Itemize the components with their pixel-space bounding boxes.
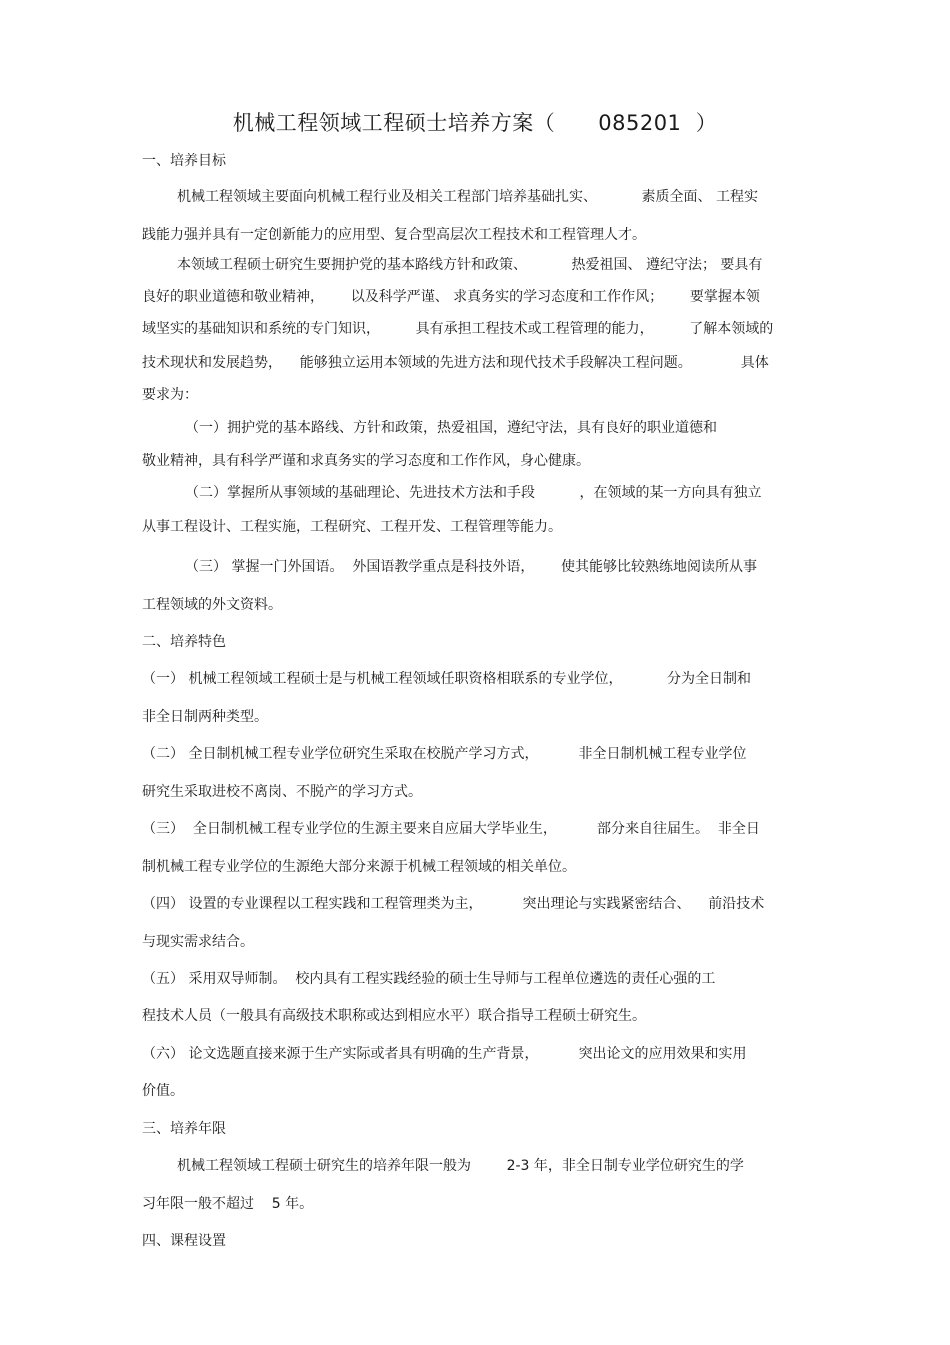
list-item-line: 价值。 [142, 1083, 184, 1099]
paragraph-line: 良好的职业道德和敬业精神， 以及科学严谨、 求真务实的学习态度和工作作风； 要掌握本领 [142, 289, 760, 305]
list-item-line: 从事工程设计、工程实施，工程研究、工程开发、工程管理等能力。 [142, 519, 562, 535]
list-item-line: （四） 设置的专业课程以工程实践和工程管理类为主， 突出理论与实践紧密结合、 前沿技术 [142, 896, 765, 912]
paragraph-line: 习年限一般不超过 5 年。 [142, 1196, 314, 1212]
paragraph-line: 技术现状和发展趋势， 能够独立运用本领域的先进方法和现代技术手段解决工程问题。 具体 [142, 355, 769, 371]
list-item-line: 敬业精神，具有科学严谨和求真务实的学习态度和工作作风，身心健康。 [142, 453, 590, 469]
list-item-line: 程技术人员（一般具有高级技术职称或达到相应水平）联合指导工程硕士研究生。 [142, 1008, 646, 1024]
list-item-line: （一） 机械工程领域工程硕士是与机械工程领域任职资格相联系的专业学位， 分为全日制和 [142, 671, 751, 687]
paragraph-line: 域坚实的基础知识和系统的专门知识， 具有承担工程技术或工程管理的能力， 了解本领域的 [142, 321, 774, 337]
list-item-line: （六） 论文选题直接来源于生产实际或者具有明确的生产背景， 突出论文的应用效果和实用 [142, 1046, 747, 1062]
paragraph-line: 践能力强并具有一定创新能力的应用型、复合型高层次工程技术和工程管理人才。 [142, 227, 646, 243]
list-item-line: （二）掌握所从事领域的基础理论、先进技术方法和手段 ，在领域的某一方向具有独立 [185, 485, 762, 501]
list-item-line: 研究生采取进校不离岗、不脱产的学习方式。 [142, 784, 422, 800]
list-item-line: 与现实需求结合。 [142, 934, 254, 950]
list-item-line: （一）拥护党的基本路线、方针和政策，热爱祖国，遵纪守法，具有良好的职业道德和 [185, 420, 717, 436]
section-heading-3: 三、培养年限 [142, 1121, 226, 1137]
list-item-line: （五） 采用双导师制。 校内具有工程实践经验的硕士生导师与工程单位遴选的责任心强的工 [142, 971, 716, 987]
list-item-line: （三） 全日制机械工程专业学位的生源主要来自应届大学毕业生， 部分来自往届生。 非全日 [142, 821, 760, 837]
list-item-line: 工程领域的外文资料。 [142, 597, 282, 613]
paragraph-line: 机械工程领域主要面向机械工程行业及相关工程部门培养基础扎实、 素质全面、 工程实 [177, 189, 758, 205]
section-heading-1: 一、培养目标 [142, 153, 226, 169]
document-title: 机械工程领域工程硕士培养方案（ 085201 ） [232, 111, 718, 135]
list-item-line: 非全日制两种类型。 [142, 709, 268, 725]
section-heading-2: 二、培养特色 [142, 634, 226, 650]
paragraph-line: 本领域工程硕士研究生要拥护党的基本路线方针和政策、 热爱祖国、 遵纪守法； 要具有 [177, 257, 763, 273]
list-item-line: （二） 全日制机械工程专业学位研究生采取在校脱产学习方式， 非全日制机械工程专业学位 [142, 746, 747, 762]
list-item-line: （三） 掌握一门外国语。 外国语教学重点是科技外语， 使其能够比较熟练地阅读所从事 [185, 559, 758, 575]
list-item-line: 制机械工程专业学位的生源绝大部分来源于机械工程领域的相关单位。 [142, 859, 576, 875]
paragraph-line: 机械工程领域工程硕士研究生的培养年限一般为 2-3 年，非全日制专业学位研究生的学 [177, 1158, 744, 1174]
paragraph-line: 要求为： [142, 387, 198, 403]
section-heading-4: 四、课程设置 [142, 1233, 226, 1249]
